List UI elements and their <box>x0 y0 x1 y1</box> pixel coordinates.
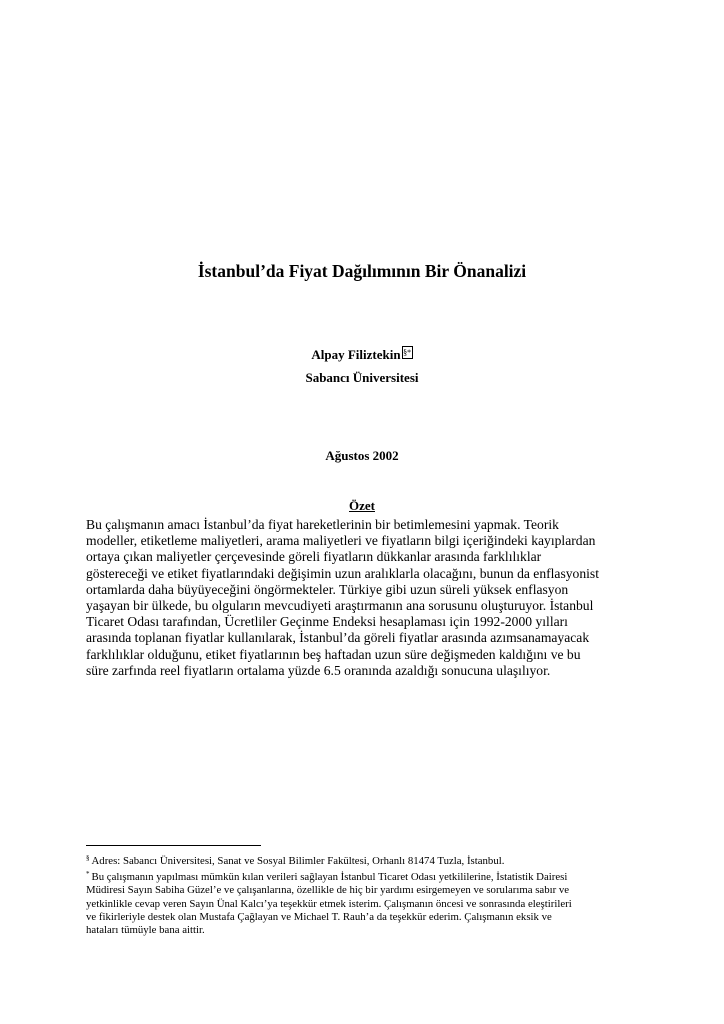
footnote-line: Adres: Sabancı Üniversitesi, Sanat ve Sosyal Bilimler Fakültesi, Orhanlı 81474 Tuzla, İstanbul. <box>91 855 505 867</box>
author-block <box>0 346 724 363</box>
footnote-divider <box>86 845 261 846</box>
abstract-body <box>86 517 646 679</box>
abstract-line: Ticaret Odası tarafından, Ücretliler Geçinme Endeksi hesaplaması için 1992-2000 yılları <box>86 614 568 630</box>
abstract-line: arasında toplanan fiyatlar kullanılarak, İstanbul’da göreli fiyatlar arasında azımsanamayacak <box>86 630 590 646</box>
footnote-line: hataları tümüyle bana aittir. <box>86 924 205 937</box>
footnotes <box>86 852 646 937</box>
abstract-line: Bu çalışmanın amacı İstanbul’da fiyat hareketlerinin bir betimlemesini yapmak. Teorik <box>86 517 559 532</box>
author-affiliation: Sabancı Üniversitesi <box>305 370 419 385</box>
footnote-address <box>86 852 646 868</box>
publication-date: Ağustos 2002 <box>325 448 399 463</box>
footnote-line: Müdiresi Sayın Sabiha Güzel’e ve çalışanlarına, özellikle de hiç bir yardımı esirgemeyen ve sorularıma sabır ve <box>86 884 570 897</box>
abstract-line: ortaya çıkan maliyetler çerçevesinde göreli fiyatların dükkanlar arasında farklılıklar <box>86 549 542 565</box>
footnote-acknowledgement <box>86 868 646 884</box>
footnote-symbol: * <box>86 870 90 879</box>
abstract-line: farklılıklar olduğunu, etiket fiyatlarının beş haftadan uzun süre değişmeden kaldığını ve bu <box>86 646 581 662</box>
abstract-line: göstereceği ve etiket fiyatlarındaki değişimin uzun aralıklarla olacağını, bunun da enflasyonist <box>86 565 599 581</box>
abstract-line: ortamlarda daha büyüyeceğini öngörmekteler. Türkiye gibi uzun süreli yüksek enflasyon <box>86 581 569 597</box>
footnote-line: ve fikirleriyle destek olan Mustafa Çağlayan ve Michael T. Rauh’a da teşekkür ederim. Çalışmanın eksik ve <box>86 910 552 923</box>
footnote-line: yetkinlikle cevap veren Sayın Ünal Kalcı’ya teşekkür etmek isterim. Çalışmanın öncesi ve sonrasında eleştirileri <box>86 897 572 910</box>
abstract-heading: Özet <box>349 498 375 513</box>
abstract-line: süre zarfında reel fiyatların ortalama yüzde 6.5 oranında azaldığı sonucuna ulaşılıyor. <box>86 662 551 678</box>
footnote-symbol: § <box>86 854 90 862</box>
footnote-line: Bu çalışmanın yapılması mümkün kılan verileri sağlayan İstanbul Ticaret Odası yetkililerine, İstatistik Dairesi <box>91 871 568 884</box>
author-name: Alpay Filiztekin <box>311 347 401 362</box>
abstract-line: yaşayan bir ülkede, bu olguların mevcudiyeti araştırmanın ana sorusunu oluşturuyor. İstanbul <box>86 598 594 614</box>
abstract-line: modeller, etiketleme maliyetleri, arama maliyetleri ve fiyatların bilgi içeriğindeki kayıplardan <box>86 533 596 549</box>
author-footnote-mark: §* <box>403 348 412 357</box>
paper-title: İstanbul’da Fiyat Dağılımının Bir Önanalizi <box>197 261 527 281</box>
